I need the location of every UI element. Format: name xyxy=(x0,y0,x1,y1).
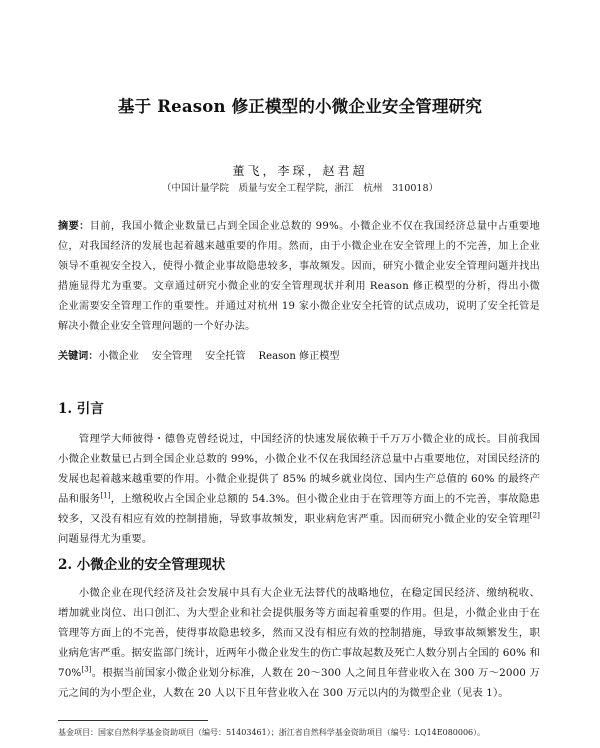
paragraph-text: ，上缴税收占全国企业总额的 54.3%。但小微企业由于在管理等方面上的不完善，事故隐患较多，又没有相应有效的控制措施，导致事故频发，职业病危害严重。因而研究小微企业的安全管理 xyxy=(58,493,540,525)
paragraph-text: 小微企业在现代经济及社会发展中具有大企业无法替代的战略地位，在稳定国民经济、缴纳税收、增加就业岗位、出口创汇、为大型企业和社会提供服务等方面起着重要的作用。但是，小微企业由于在管理等方面上的不完善，使得事故隐患较多，然而又没有相应有效的控制措施，导致事故频繁发生，职业病危害严重。据安监部门统计，近两年小微企业发生的伤亡事故起数及死亡人数分别占全国的 60% 和 70% xyxy=(58,587,540,679)
affiliation: （中国计量学院 质量与安全工程学院，浙江 杭州 310018） xyxy=(161,183,439,194)
status-paragraph xyxy=(58,583,540,703)
paragraph-text: 管理学大师彼得・德鲁克曾经说过，中国经济的快速发展依赖于千万万小微企业的成长。目前我国小微企业数量已占到全国企业总数的 99%，小微企业不仅在我国经济总量中占重要地位，对国民经济的发展也起着越来越重要的作用。小微企业提供了 85% 的城乡就业岗位、国内生产总值的 60% 的最终产品和服务 xyxy=(58,433,540,505)
abstract xyxy=(58,217,540,337)
keyword: 小微企业 xyxy=(98,351,139,362)
introduction-paragraph xyxy=(58,429,540,549)
abstract-label: 摘要： xyxy=(58,221,90,232)
abstract-text: 目前，我国小微企业数量已占到全国企业总数的 99%。小微企业不仅在我国经济总量中占重要地位，对我国经济的发展也起着越来越重要的作用。然而，由于小微企业在安全管理上的不完善，加上企业领导不重视安全投入，使得小微企业事故隐患较多，事故频发。因而，研究小微企业安全管理问题并找出措施显得尤为重要。文章通过研究小微企业的安全管理现状并利用 Reason 修正模型的分析，得出小微企业需要安全管理工作的重要性。并通过对杭州 19 家小微企业安全托管的试点成功，说明了安全托管是解决小微企业安全管理问题的一个好办法。 xyxy=(58,221,540,332)
keyword: 安全管理 xyxy=(151,351,193,362)
paragraph-text: 。根据当前国家小微企业划分标准，人数在 20～300 人之间且年营业收入在 300 万～2000 万元之间的为小型企业，人数在 20 人以下且年营业收入在 300 万元以内的为微型企业（见表 1）。 xyxy=(58,667,540,699)
keywords-label: 关键词： xyxy=(58,351,99,362)
keywords xyxy=(58,349,540,365)
author-list: 董飞，李琛，赵君超 xyxy=(232,164,368,178)
section-heading-introduction: 1. 引言 xyxy=(58,401,104,417)
footnote-divider xyxy=(58,720,208,721)
keyword: 安全托管 xyxy=(205,351,246,362)
funding-footnote: 基金项目：国家自然科学基金资助项目（编号：51403461）；浙江省自然科学基金资助项目（编号：LQ14E080006）。 xyxy=(58,728,486,737)
paper-title: 基于 Reason 修正模型的小微企业安全管理研究 xyxy=(117,97,483,116)
keyword: Reason 修正模型 xyxy=(258,351,340,362)
citation[interactable]: [3] xyxy=(81,665,92,674)
section-heading-status: 2. 小微企业的安全管理现状 xyxy=(58,557,226,573)
paragraph-text: 问题显得尤为重要。 xyxy=(58,533,153,545)
citation[interactable]: [2] xyxy=(529,511,540,520)
citation[interactable]: [1] xyxy=(100,491,111,500)
